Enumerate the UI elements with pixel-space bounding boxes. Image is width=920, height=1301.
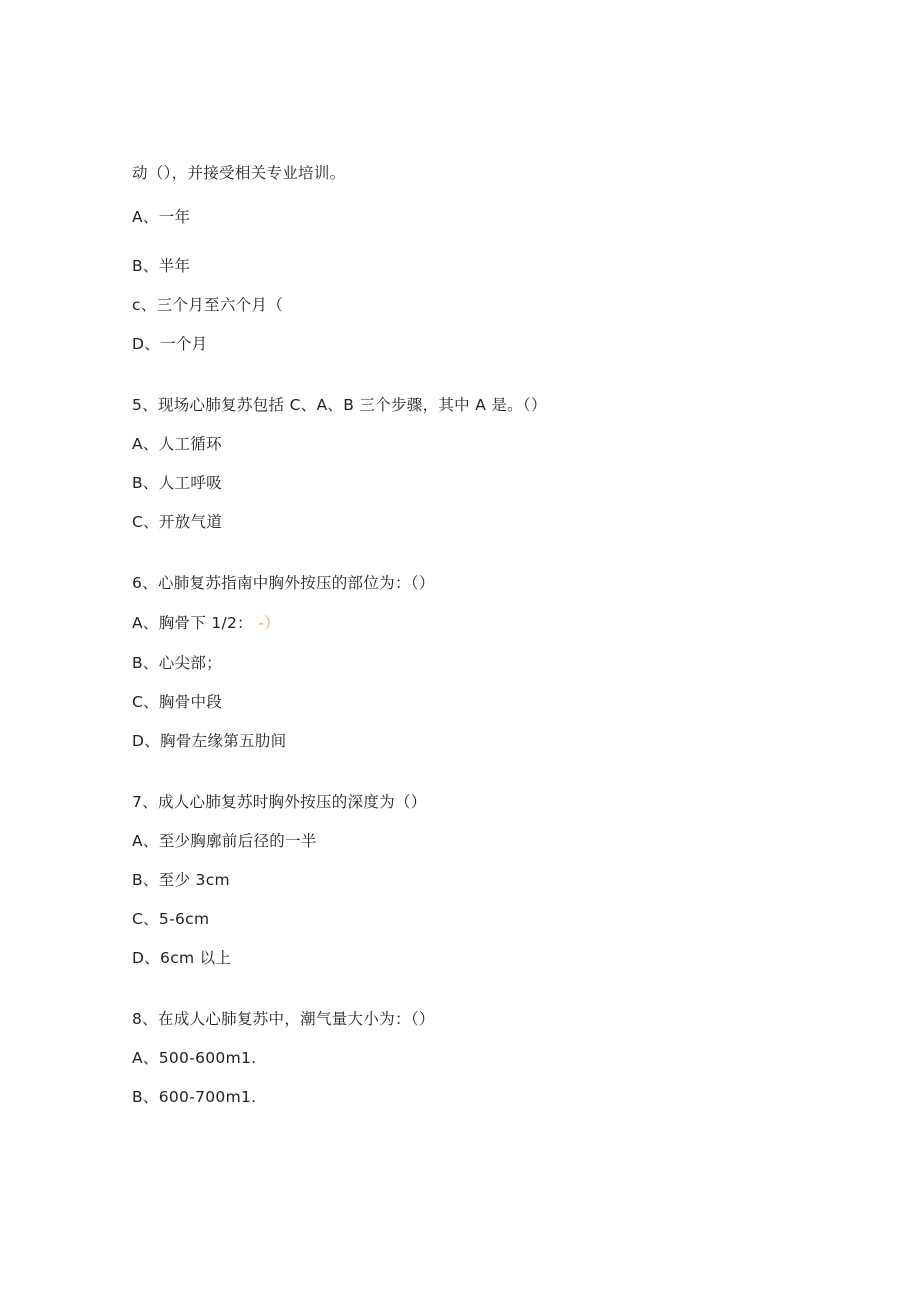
- q6-option-a: [132, 613, 280, 633]
- q4-option-c: c、三个月至六个月（: [132, 296, 284, 314]
- question-7-stem: 7、成人心肺复苏时胸外按压的深度为（）: [132, 793, 427, 811]
- q8-option-a: A、500-600m1.: [132, 1049, 257, 1067]
- q7-option-a: A、至少胸廓前后径的一半: [132, 832, 317, 850]
- q6-option-a-mark: -）: [258, 614, 280, 632]
- q4-option-a: A、一年: [132, 208, 191, 226]
- q6-option-b: B、心尖部；: [132, 654, 222, 672]
- q8-option-b: B、600-700m1.: [132, 1088, 257, 1106]
- q7-option-c: C、5-6cm: [132, 910, 210, 928]
- q5-option-b: B、人工呼吸: [132, 474, 222, 492]
- q4-option-d: D、一个月: [132, 335, 208, 353]
- question-5-stem: 5、现场心肺复苏包括 C、A、B 三个步骤，其中 A 是。（）: [132, 396, 547, 414]
- question-4-stem-continuation: 动（），并接受相关专业培训。: [132, 164, 346, 182]
- q6-option-d: D、胸骨左缘第五肋间: [132, 732, 287, 750]
- q5-option-a: A、人工循环: [132, 435, 222, 453]
- q7-option-b: B、至少 3cm: [132, 871, 230, 889]
- q7-option-d: D、6cm 以上: [132, 949, 232, 967]
- q6-option-c: C、胸骨中段: [132, 693, 223, 711]
- q6-option-a-text: A、胸骨下 1/2：: [132, 614, 253, 632]
- q5-option-c: C、开放气道: [132, 513, 223, 531]
- q4-option-b: B、半年: [132, 257, 191, 275]
- question-8-stem: 8、在成人心肺复苏中，潮气量大小为：（）: [132, 1010, 435, 1028]
- question-6-stem: 6、心肺复苏指南中胸外按压的部位为：（）: [132, 574, 435, 592]
